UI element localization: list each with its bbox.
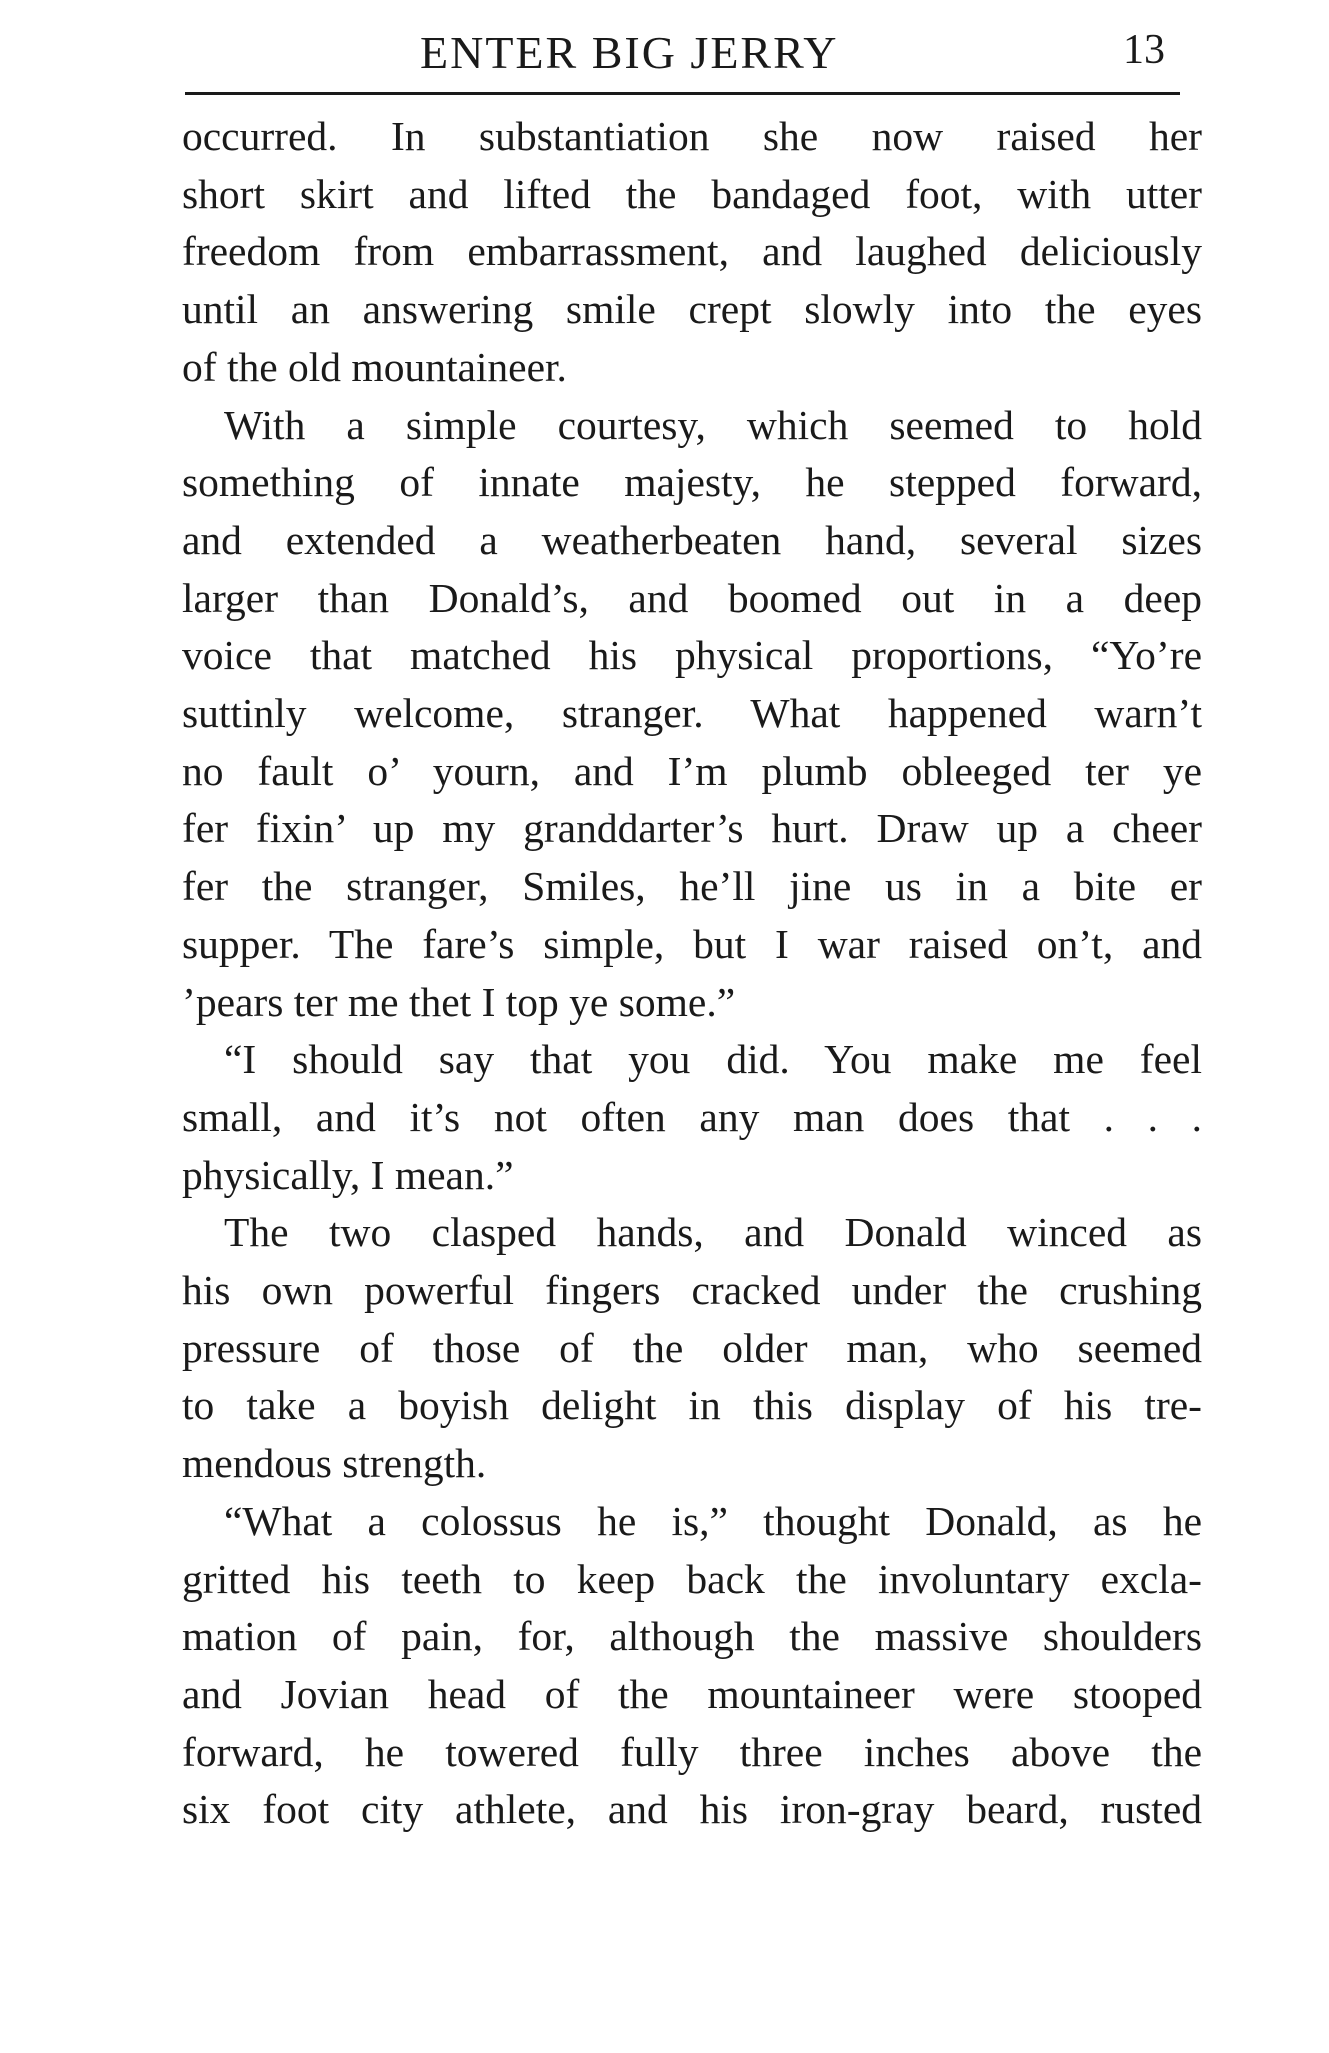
header-rule (185, 92, 1180, 95)
text-line: gritted his teeth to keep back the involuntary excla- (182, 1555, 1202, 1602)
page-number: 13 (1123, 27, 1165, 73)
text-line: fer fixin’ up my granddarter’s hurt. Draw up a cheer (182, 805, 1202, 852)
running-head (185, 22, 1165, 82)
text-line: short skirt and lifted the bandaged foot, with utter (182, 170, 1202, 217)
text-line: small, and it’s not often any man does that . . . (182, 1093, 1202, 1140)
text-line: suttinly welcome, stranger. What happened warn’t (182, 690, 1202, 737)
text-line: occurred. In substantiation she now raised her (182, 113, 1202, 159)
text-line: pressure of those of the older man, who seemed (182, 1324, 1202, 1371)
text-line: fer the stranger, Smiles, he’ll jine us in a bite er (182, 863, 1202, 910)
text-line: until an answering smile crept slowly into the eyes (182, 286, 1202, 333)
text-line: and extended a weatherbeaten hand, several sizes (182, 516, 1202, 563)
text-line: to take a boyish delight in this display of his tre- (182, 1382, 1202, 1429)
paragraph-1 (182, 108, 1202, 397)
text-line: and Jovian head of the mountaineer were stooped (182, 1670, 1202, 1717)
text-line: mation of pain, for, although the massive shoulders (182, 1613, 1202, 1660)
text-line: his own powerful fingers cracked under the crushing (182, 1267, 1202, 1314)
text-line: physically, I mean.” (182, 1151, 514, 1198)
body-text (182, 108, 1202, 1839)
text-line: voice that matched his physical proportions, “Yo’re (182, 632, 1202, 679)
text-line: “I should say that you did. You make me feel (224, 1036, 1202, 1083)
paragraph-4 (182, 1204, 1202, 1493)
text-line: supper. The fare’s simple, but I war raised on’t, and (182, 920, 1202, 967)
chapter-title: ENTER BIG JERRY (420, 27, 839, 78)
text-line: “What a colossus he is,” thought Donald, as he (224, 1497, 1202, 1544)
text-line: The two clasped hands, and Donald winced as (224, 1209, 1202, 1256)
text-line: With a simple courtesy, which seemed to hold (224, 401, 1202, 448)
text-line: larger than Donald’s, and boomed out in a deep (182, 574, 1202, 621)
paragraph-5 (182, 1493, 1202, 1839)
text-line: of the old mountaineer. (182, 343, 567, 390)
text-line: six foot city athlete, and his iron-gray beard, rusted (182, 1786, 1202, 1833)
text-line: ’pears ter me thet I top ye some.” (182, 978, 736, 1025)
text-line: mendous strength. (182, 1440, 487, 1487)
text-line: forward, he towered fully three inches above the (182, 1728, 1202, 1775)
text-line: freedom from embarrassment, and laughed deliciously (182, 228, 1202, 275)
text-line: no fault o’ yourn, and I’m plumb obleeged ter ye (182, 747, 1202, 794)
text-line: something of innate majesty, he stepped forward, (182, 459, 1202, 506)
paragraph-3 (182, 1031, 1202, 1204)
paragraph-2 (182, 397, 1202, 1032)
